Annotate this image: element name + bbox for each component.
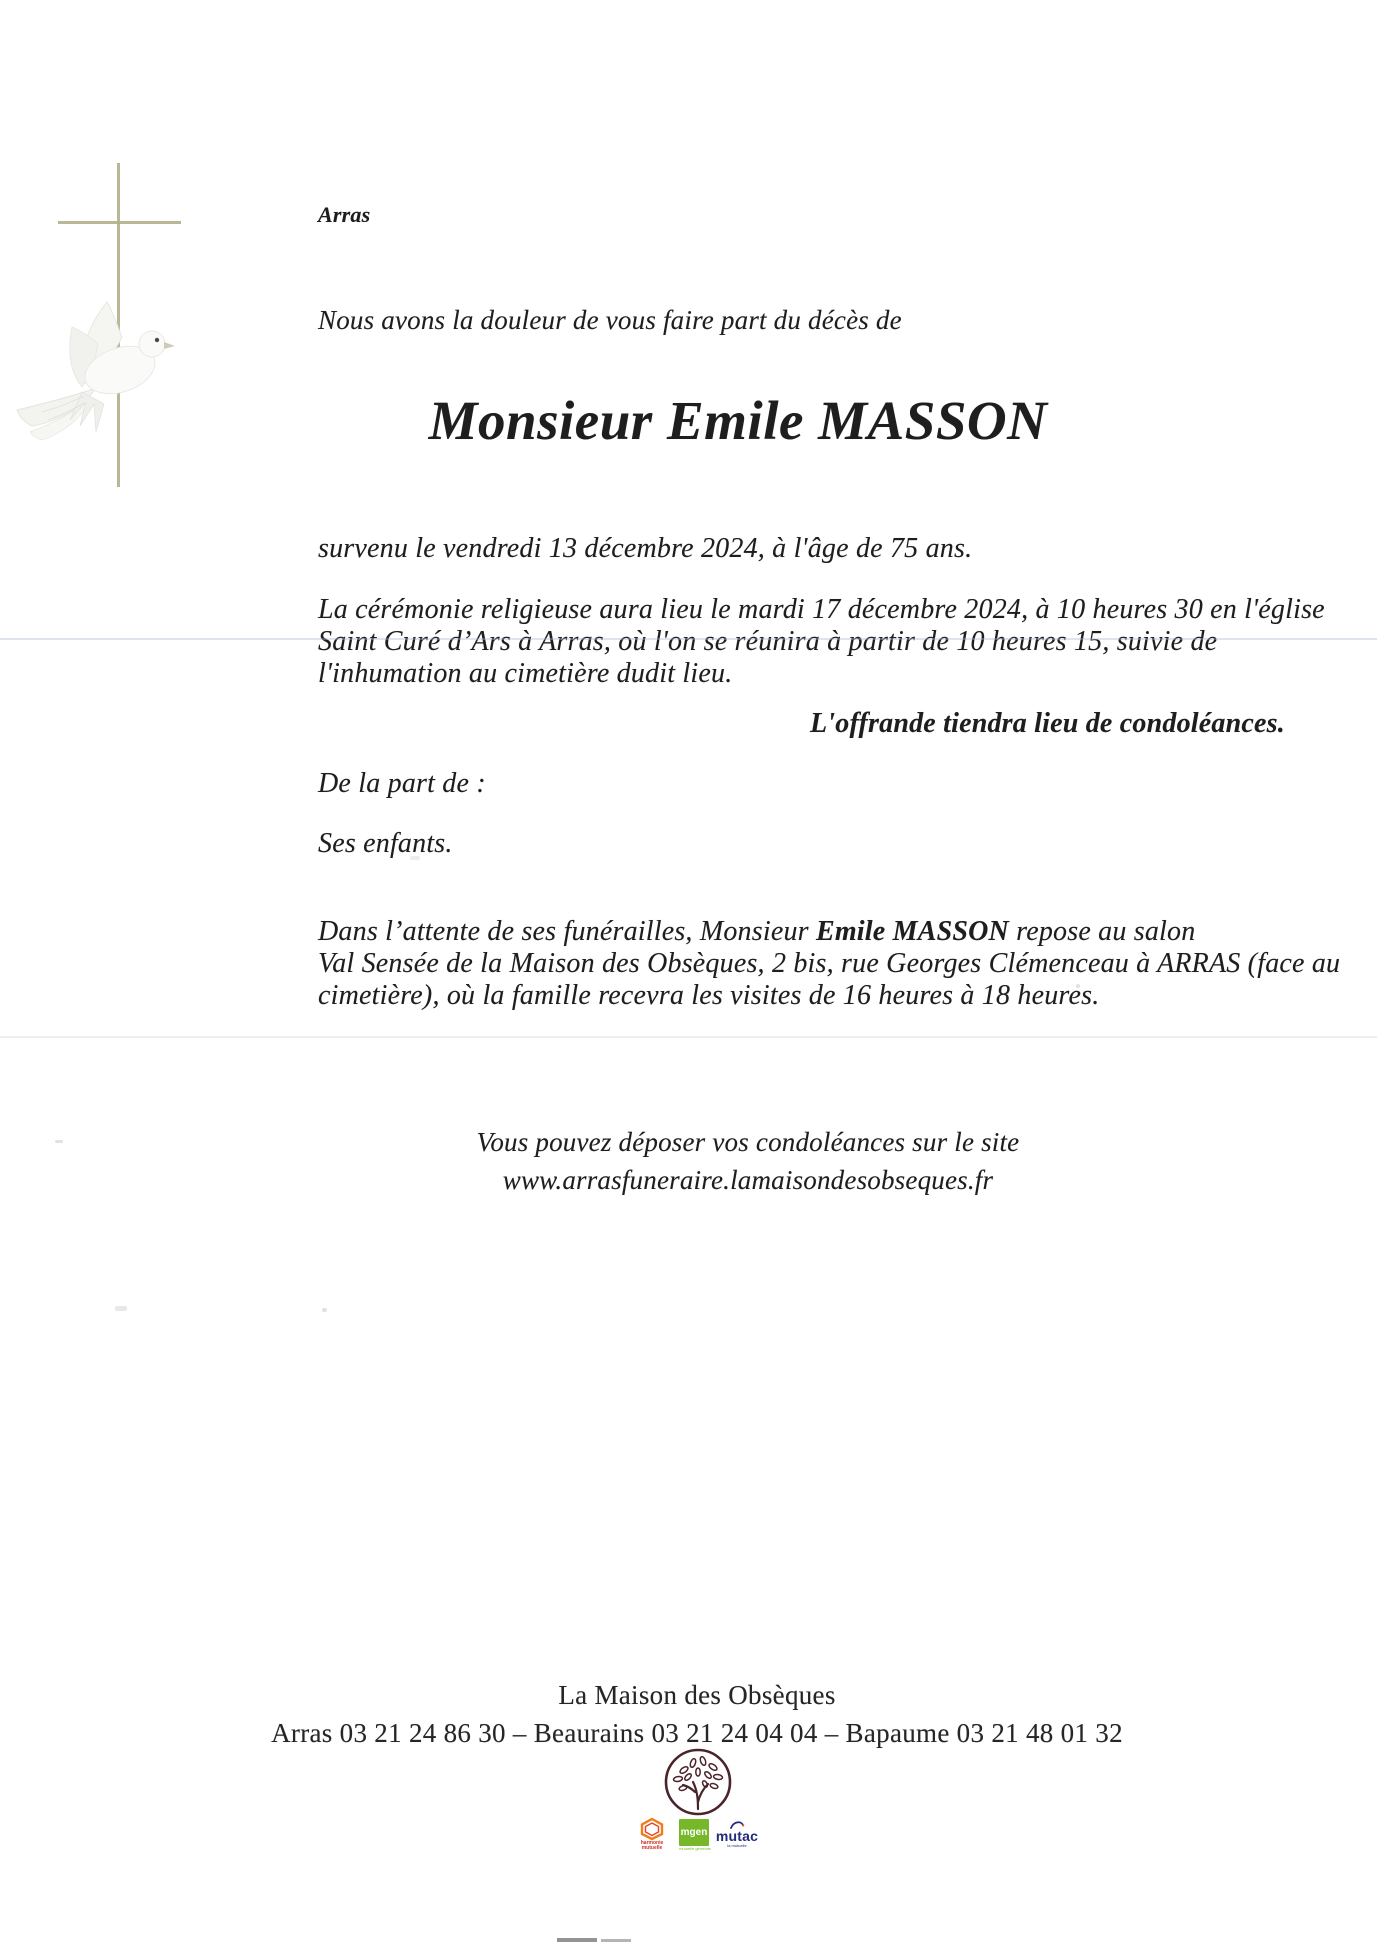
cross-horizontal-bar [58,221,181,224]
ceremony-paragraph [318,594,1325,690]
harmonie-label-2: mutuelle [641,1845,663,1851]
mutac-tagline: la mutuelle [727,1843,747,1848]
condolences-url: www.arrasfuneraire.lamaisondesobseques.fr [502,1165,994,1195]
tree-logo [662,1746,734,1818]
footer-company-name: La Maison des Obsèques [558,1680,836,1710]
mgen-label: mgen [679,1819,709,1846]
mgen-logo [679,1819,711,1852]
mgen-tagline: mutuelle générale [679,1846,711,1851]
repose-line-2: Val Sensée de la Maison des Obsèques, 2 bis, rue Georges Clémenceau à ARRAS (face au [318,948,1341,979]
footer-phone-numbers: Arras 03 21 24 86 30 – Beaurains 03 21 24 04 04 – Bapaume 03 21 48 01 32 [271,1718,1123,1748]
dove-eye [155,338,159,342]
mutac-logo [713,1820,761,1848]
repose-line-3: cimetière), où la famille recevra les visites de 16 heures à 18 heures. [318,980,1100,1011]
dove-image [12,292,187,457]
family-line: Ses enfants. [318,828,453,859]
city-label: Arras [318,202,371,227]
repose-paragraph [318,916,1340,1012]
scan-speck [322,1308,327,1312]
condolences-block [318,1123,1178,1199]
scan-speck [55,1140,63,1143]
scan-edge-mark [601,1939,631,1942]
scan-edge-mark [557,1938,597,1942]
harmonie-mutuelle-logo [635,1817,669,1851]
ceremony-line-1: La cérémonie religieuse aura lieu le mardi 17 décembre 2024, à 10 heures 30 en l'église [318,594,1325,625]
mutac-label: mutac [715,1828,759,1844]
deceased-name-title: Monsieur Emile MASSON [428,390,1048,451]
repose-line1-bold-name: Emile MASSON [815,916,1009,947]
ceremony-line-3: l'inhumation au cimetière dudit lieu. [318,658,733,689]
repose-line1-pre: Dans l’attente de ses funérailles, Monsieur [318,916,816,947]
ceremony-line-2: Saint Curé d’Ars à Arras, où l'on se réunira à partir de 10 heures 15, suivie de [318,626,1218,657]
repose-line1-post: repose au salon [1008,916,1196,947]
scan-speck [115,1306,127,1311]
intro-line: Nous avons la douleur de vous faire part du décès de [318,305,902,335]
harmonie-hexagon-icon [639,1817,665,1841]
condolences-line: Vous pouvez déposer vos condoléances sur le site [476,1127,1020,1157]
scan-artifact-line [0,1036,1377,1038]
repose-line-1 [318,916,1340,948]
harmonie-label-1: harmonie [640,1840,664,1846]
death-date-line: survenu le vendredi 13 décembre 2024, à l'âge de 75 ans. [318,533,973,564]
offering-line: L'offrande tiendra lieu de condoléances. [810,708,1285,739]
from-label: De la part de : [318,768,486,799]
